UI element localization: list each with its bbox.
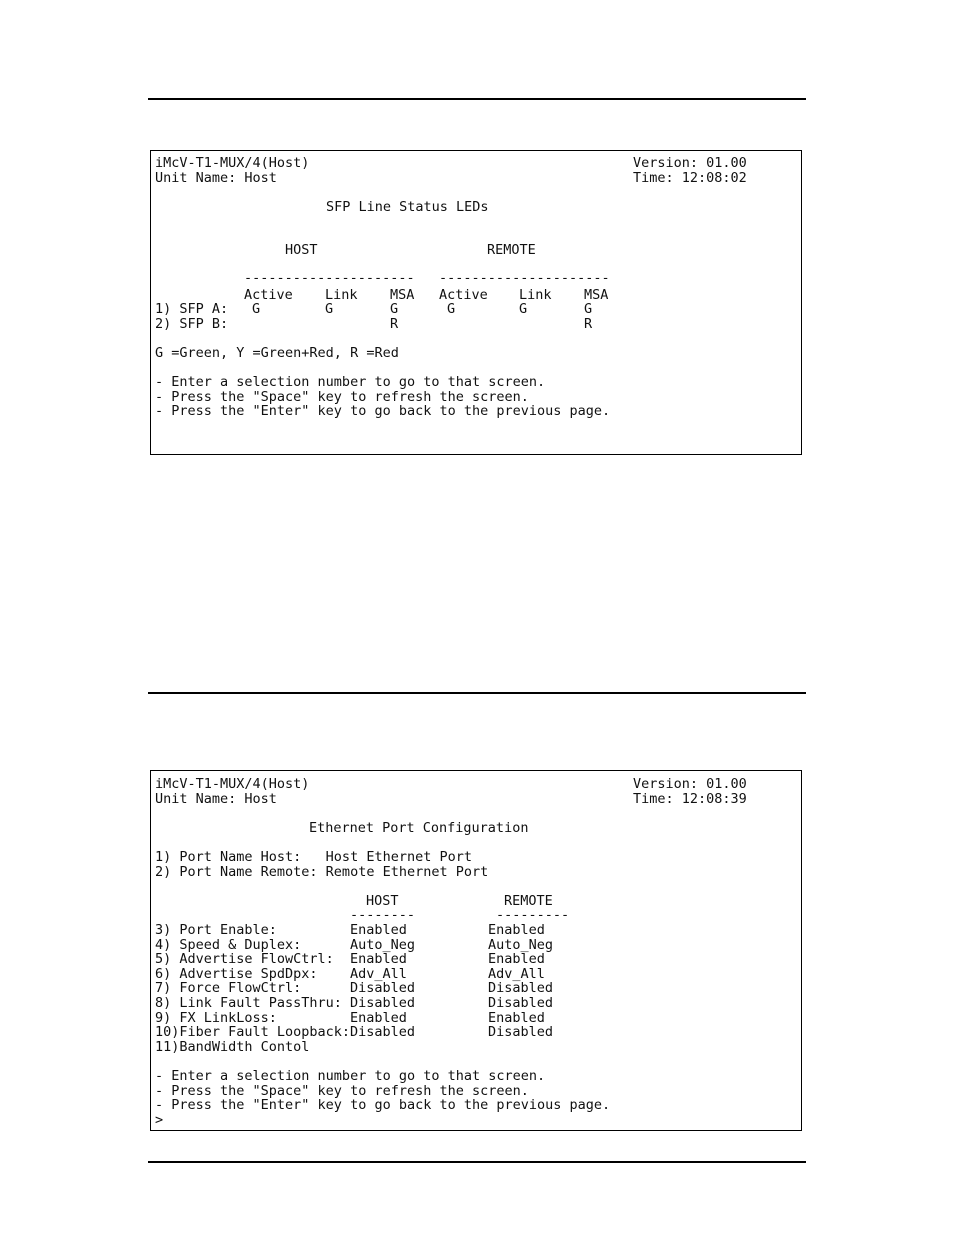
host-divider: --------------------- xyxy=(244,270,415,286)
setting-label-link-fault-passthru[interactable]: 8) Link Fault PassThru: xyxy=(155,995,342,1011)
setting-host-link-fault-passthru: Disabled xyxy=(350,995,416,1011)
help-line-1: - Enter a selection number to go to that screen. xyxy=(155,374,546,390)
setting-label-port-enable[interactable]: 3) Port Enable: xyxy=(155,922,277,938)
remote-column-header: REMOTE xyxy=(504,893,553,909)
help-line-3: - Press the "Enter" key to go back to the previous page. xyxy=(155,1097,611,1113)
remote-divider: --------- xyxy=(496,907,570,923)
version-label: Version: 01.00 xyxy=(633,776,747,792)
setting-host-fiber-fault-loopback: Disabled xyxy=(350,1024,416,1040)
unit-name: Unit Name: Host xyxy=(155,791,277,807)
time-label: Time: 12:08:39 xyxy=(633,791,747,807)
setting-host-fx-linkloss: Enabled xyxy=(350,1010,407,1026)
setting-remote-advertise-spddpx: Adv_All xyxy=(488,966,545,982)
setting-remote-speed-duplex: Auto_Neg xyxy=(488,937,554,953)
setting-remote-fiber-fault-loopback: Disabled xyxy=(488,1024,554,1040)
sfp-a-remote-msa: G xyxy=(584,301,593,317)
setting-host-advertise-spddpx: Adv_All xyxy=(350,966,407,982)
setting-host-speed-duplex: Auto_Neg xyxy=(350,937,416,953)
device-name: iMcV-T1-MUX/4(Host) xyxy=(155,776,310,792)
remote-link-header: Link xyxy=(519,287,552,303)
middle-rule xyxy=(148,692,806,694)
screen-title: Ethernet Port Configuration xyxy=(309,820,529,836)
host-column-header: HOST xyxy=(366,893,399,909)
sfp-b-label[interactable]: 2) SFP B: xyxy=(155,316,229,332)
sfp-a-remote-active: G xyxy=(447,301,456,317)
sfp-a-host-active: G xyxy=(252,301,261,317)
setting-remote-advertise-flowctrl: Enabled xyxy=(488,951,545,967)
ethernet-config-screen xyxy=(150,770,802,1131)
setting-host-advertise-flowctrl: Enabled xyxy=(350,951,407,967)
screen-title: SFP Line Status LEDs xyxy=(326,199,489,215)
command-prompt[interactable]: > xyxy=(155,1112,164,1128)
led-legend: G =Green, Y =Green+Red, R =Red xyxy=(155,345,399,361)
help-line-1: - Enter a selection number to go to that screen. xyxy=(155,1068,546,1084)
sfp-a-host-msa: G xyxy=(390,301,399,317)
setting-label-fiber-fault-loopback[interactable]: 10)Fiber Fault Loopback: xyxy=(155,1024,351,1040)
sfp-status-screen xyxy=(150,150,802,455)
bottom-rule xyxy=(148,1161,806,1163)
help-line-2: - Press the "Space" key to refresh the screen. xyxy=(155,389,529,405)
sfp-a-remote-link: G xyxy=(519,301,528,317)
setting-label-advertise-flowctrl[interactable]: 5) Advertise FlowCtrl: xyxy=(155,951,334,967)
remote-column-header: REMOTE xyxy=(487,242,536,258)
device-name: iMcV-T1-MUX/4(Host) xyxy=(155,155,310,171)
setting-label-fx-linkloss[interactable]: 9) FX LinkLoss: xyxy=(155,1010,277,1026)
host-active-header: Active xyxy=(244,287,293,303)
unit-name: Unit Name: Host xyxy=(155,170,277,186)
port-name-host[interactable]: 1) Port Name Host: Host Ethernet Port xyxy=(155,849,472,865)
sfp-a-label[interactable]: 1) SFP A: xyxy=(155,301,229,317)
port-name-remote[interactable]: 2) Port Name Remote: Remote Ethernet Port xyxy=(155,864,489,880)
remote-msa-header: MSA xyxy=(584,287,609,303)
remote-divider: --------------------- xyxy=(439,270,610,286)
time-label: Time: 12:08:02 xyxy=(633,170,747,186)
setting-remote-link-fault-passthru: Disabled xyxy=(488,995,554,1011)
setting-label-force-flowctrl[interactable]: 7) Force FlowCtrl: xyxy=(155,980,302,996)
help-line-3: - Press the "Enter" key to go back to the previous page. xyxy=(155,403,611,419)
setting-host-port-enable: Enabled xyxy=(350,922,407,938)
host-link-header: Link xyxy=(325,287,358,303)
host-msa-header: MSA xyxy=(390,287,415,303)
setting-host-force-flowctrl: Disabled xyxy=(350,980,416,996)
setting-remote-fx-linkloss: Enabled xyxy=(488,1010,545,1026)
setting-label-advertise-spddpx[interactable]: 6) Advertise SpdDpx: xyxy=(155,966,318,982)
sfp-b-remote-msa: R xyxy=(584,316,593,332)
sfp-a-host-link: G xyxy=(325,301,334,317)
setting-remote-port-enable: Enabled xyxy=(488,922,545,938)
top-rule xyxy=(148,98,806,100)
host-column-header: HOST xyxy=(285,242,318,258)
setting-label-bandwidth-control[interactable]: 11)BandWidth Contol xyxy=(155,1039,310,1055)
help-line-2: - Press the "Space" key to refresh the screen. xyxy=(155,1083,529,1099)
host-divider: -------- xyxy=(350,907,416,923)
sfp-b-host-msa: R xyxy=(390,316,399,332)
setting-label-speed-duplex[interactable]: 4) Speed & Duplex: xyxy=(155,937,302,953)
version-label: Version: 01.00 xyxy=(633,155,747,171)
setting-remote-force-flowctrl: Disabled xyxy=(488,980,554,996)
remote-active-header: Active xyxy=(439,287,488,303)
